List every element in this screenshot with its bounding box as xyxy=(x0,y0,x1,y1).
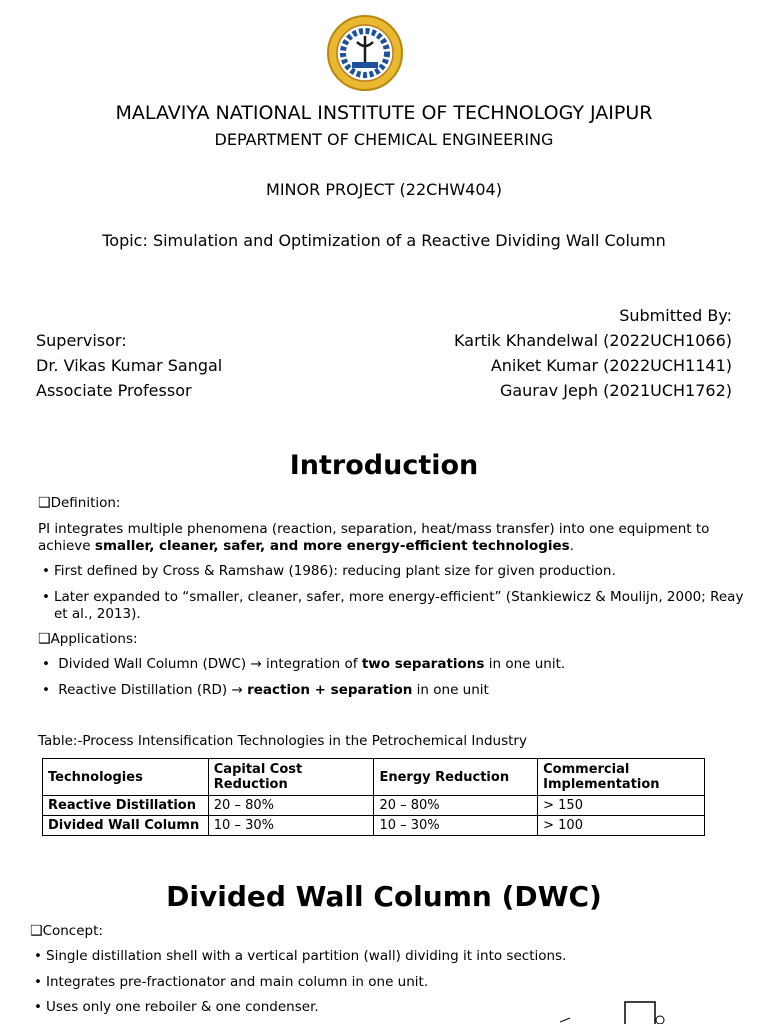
supervisor-title: Associate Professor xyxy=(36,381,192,400)
table-header-cell: Energy Reduction xyxy=(374,759,538,796)
app-bullet-2 xyxy=(38,682,754,699)
dwc-bullet-2: • Integrates pre-fractionator and main column in one unit. xyxy=(30,974,746,991)
introduction-heading: Introduction xyxy=(289,450,479,481)
table-header-cell: Capital Cost Reduction xyxy=(208,759,374,796)
table-caption: Table:-Process Intensification Technologies in the Petrochemical Industry xyxy=(38,733,527,749)
table-cell: Divided Wall Column xyxy=(43,816,209,836)
table-row xyxy=(43,816,705,836)
student-1: Kartik Khandelwal (2022UCH1066) xyxy=(454,331,732,350)
dwc-bullet-3: • Uses only one reboiler & one condenser. xyxy=(30,999,746,1016)
app-2-bold: reaction + separation xyxy=(247,682,413,698)
table-header-cell: Commercial Implementation xyxy=(538,759,705,796)
intro-bullet-1: • First defined by Cross & Ramshaw (1986): reducing plant size for given production. xyxy=(38,563,754,580)
table-cell: 20 – 80% xyxy=(374,796,538,816)
hollow-square-icon: ❑ xyxy=(38,631,51,647)
table-cell: 10 – 30% xyxy=(208,816,374,836)
institute-name: MALAVIYA NATIONAL INSTITUTE OF TECHNOLOGY JAIPUR xyxy=(115,102,653,124)
hollow-square-icon: ❑ xyxy=(30,923,43,939)
pi-text-end: . xyxy=(569,538,575,554)
concept-item xyxy=(30,923,103,940)
student-2: Aniket Kumar (2022UCH1141) xyxy=(490,356,732,375)
dwc-diagram xyxy=(560,996,680,1024)
project-topic: Topic: Simulation and Optimization of a Reactive Dividing Wall Column xyxy=(102,231,666,250)
intro-bullet-2: • Later expanded to “smaller, cleaner, safer, more energy-efficient” (Stankiewicz & Moulijn, 2000; Reay et al., 2013). xyxy=(38,589,744,623)
table-header-cell: Technologies xyxy=(43,759,209,796)
supervisor-label: Supervisor: xyxy=(36,331,127,350)
table-cell: 20 – 80% xyxy=(208,796,374,816)
hollow-square-icon: ❑ xyxy=(38,495,51,511)
applications-label: Applications: xyxy=(50,631,138,647)
supervisor-name: Dr. Vikas Kumar Sangal xyxy=(36,356,223,375)
table-cell: Reactive Distillation xyxy=(43,796,209,816)
student-3: Gaurav Jeph (2021UCH1762) xyxy=(499,381,732,400)
mnit-logo xyxy=(322,14,408,92)
app-1-end: in one unit. xyxy=(484,656,566,672)
table-cell: 10 – 30% xyxy=(374,816,538,836)
applications-item xyxy=(38,631,138,648)
app-2-text: Reactive Distillation (RD) → xyxy=(58,682,248,698)
app-bullet-1 xyxy=(38,656,754,673)
table-header-row xyxy=(43,759,705,796)
dwc-heading: Divided Wall Column (DWC) xyxy=(166,880,602,913)
table-cell: > 150 xyxy=(538,796,705,816)
table-row xyxy=(43,796,705,816)
app-1-bold: two separations xyxy=(361,656,485,672)
definition-label: Definition: xyxy=(50,495,121,511)
project-code: MINOR PROJECT (22CHW404) xyxy=(266,180,502,199)
dwc-bullet-1: • Single distillation shell with a vertical partition (wall) dividing it into sections. xyxy=(30,948,746,965)
concept-label: Concept: xyxy=(42,923,103,939)
table-cell: > 100 xyxy=(538,816,705,836)
definition-item xyxy=(38,495,120,512)
submitted-by-label: Submitted By: xyxy=(619,306,732,325)
pi-text: PI integrates multiple phenomena (reaction, separation, heat/mass transfer) into one equipment to achieve xyxy=(38,521,710,554)
department-name: DEPARTMENT OF CHEMICAL ENGINEERING xyxy=(214,130,554,149)
pi-definition-text xyxy=(38,521,738,555)
pi-technologies-table xyxy=(42,758,705,836)
app-1-text: Divided Wall Column (DWC) → integration of xyxy=(58,656,362,672)
pi-text-bold: smaller, cleaner, safer, and more energy-efficient technologies xyxy=(94,538,570,554)
app-2-end: in one unit xyxy=(412,682,489,698)
